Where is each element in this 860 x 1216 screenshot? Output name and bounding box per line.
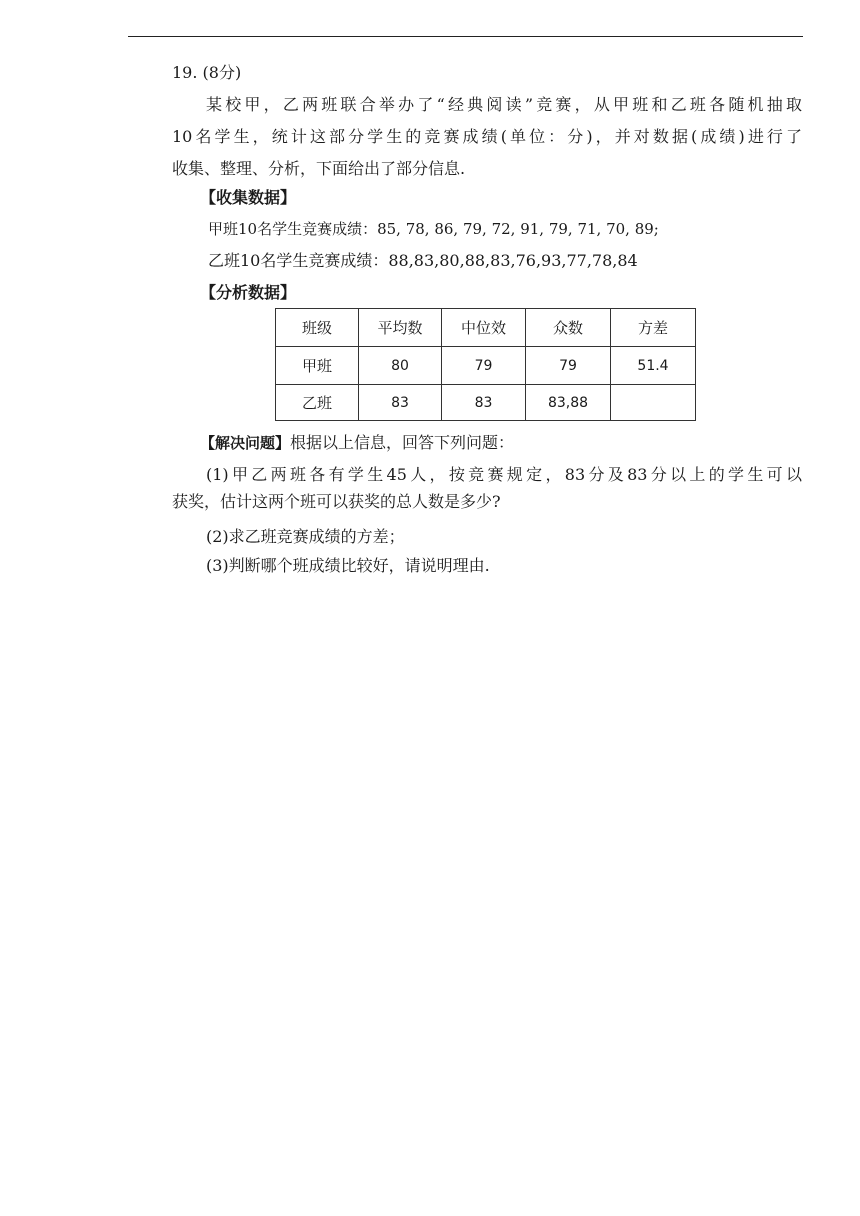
table-header-cell: 方差 <box>611 309 696 347</box>
question-1-line-2: 获奖，估计这两个班可以获奖的总人数是多少? <box>172 492 501 511</box>
question-2: (2)求乙班竞赛成绩的方差； <box>206 527 405 546</box>
table-cell: 79 <box>442 347 526 385</box>
table-cell: 79 <box>526 347 611 385</box>
table-cell: 乙班 <box>276 385 359 421</box>
table-header-cell: 中位效 <box>442 309 526 347</box>
question-intro-line-2: 10名学生，统计这部分学生的竞赛成绩(单位：分)，并对数据(成绩)进行了 <box>172 127 802 146</box>
question-1-line-1: (1)甲乙两班各有学生45人，按竞赛规定，83分及83分以上的学生可以 <box>206 465 802 484</box>
table-header-cell: 众数 <box>526 309 611 347</box>
table-row <box>276 347 696 385</box>
table-cell <box>611 385 696 421</box>
table-row <box>276 385 696 421</box>
table-cell: 80 <box>359 347 442 385</box>
table-cell: 甲班 <box>276 347 359 385</box>
table-cell: 83 <box>442 385 526 421</box>
class-a-scores: 甲班10名学生竞赛成绩：85, 78, 86, 79, 72, 91, 79, 71, 70, 89; <box>208 220 659 238</box>
question-number: 19. (8分) <box>172 63 242 82</box>
collect-data-heading: 【收集数据】 <box>200 188 297 207</box>
solve-problems-heading: 【解决问题】 <box>200 434 291 452</box>
table-header-cell: 平均数 <box>359 309 442 347</box>
question-intro-line-1: 某校甲，乙两班联合举办了“经典阅读”竞赛，从甲班和乙班各随机抽取 <box>206 95 802 114</box>
solve-problems-line <box>200 428 514 458</box>
solve-problems-prompt: 根据以上信息，回答下列问题： <box>290 433 515 452</box>
analysis-table <box>275 308 696 421</box>
table-header-row <box>276 309 696 347</box>
question-intro-line-3: 收集、整理、分析，下面给出了部分信息. <box>172 159 466 178</box>
question-3: (3)判断哪个班成绩比较好，请说明理由. <box>206 556 490 575</box>
header-rule <box>128 36 803 37</box>
table-header-cell: 班级 <box>276 309 359 347</box>
class-b-scores: 乙班10名学生竞赛成绩：88,83,80,88,83,76,93,77,78,84 <box>208 251 638 270</box>
analyze-data-heading: 【分析数据】 <box>200 283 297 302</box>
table-cell: 83,88 <box>526 385 611 421</box>
table-cell: 51.4 <box>611 347 696 385</box>
table-cell: 83 <box>359 385 442 421</box>
